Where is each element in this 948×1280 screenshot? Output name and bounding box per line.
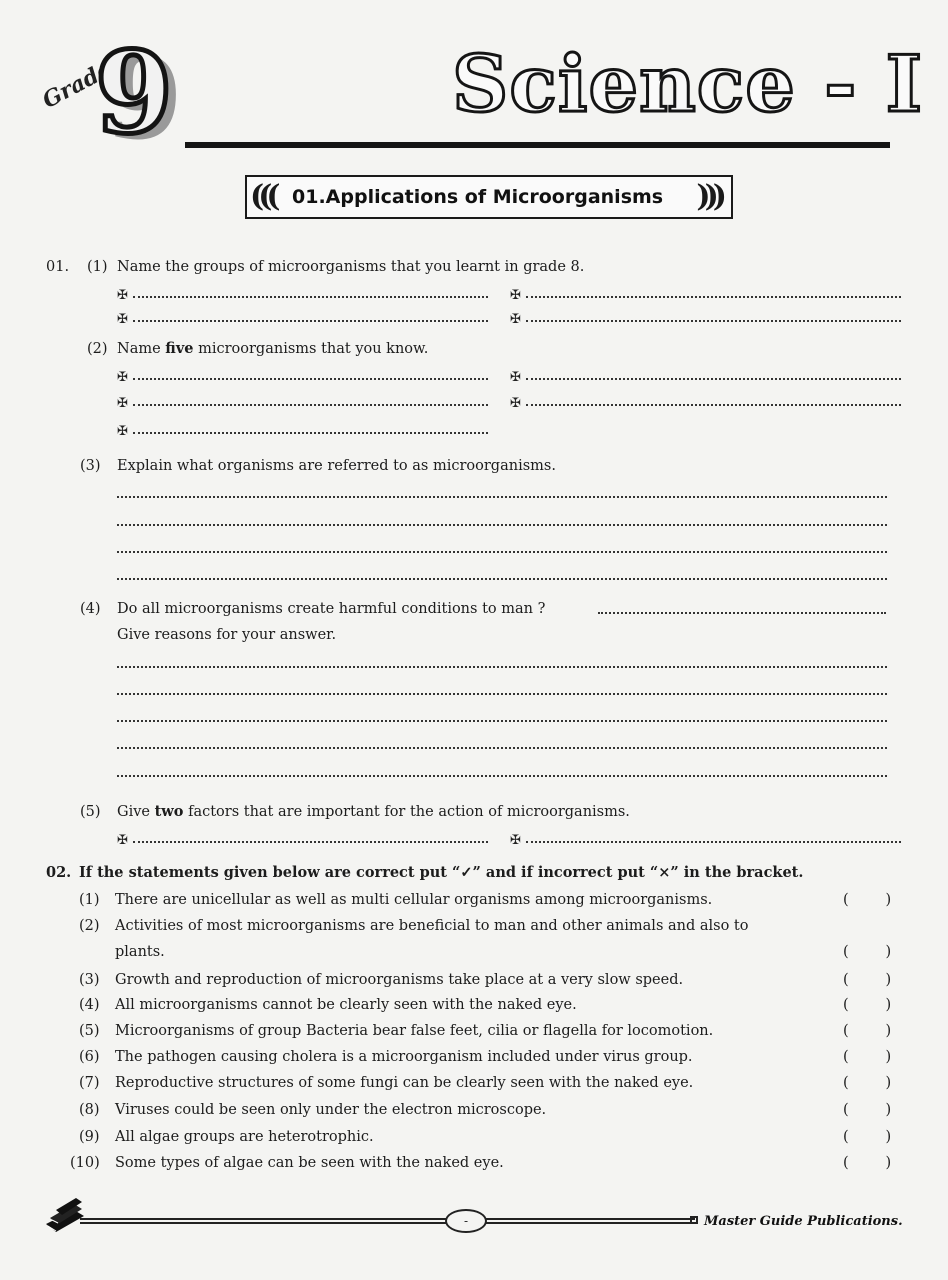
footer-divider: [80, 1218, 695, 1224]
answer-bracket[interactable]: ( ): [843, 1049, 892, 1065]
answer-line[interactable]: [117, 747, 887, 749]
answer-line[interactable]: [526, 404, 901, 406]
answer-line[interactable]: [117, 693, 887, 695]
statement-text: Growth and reproduction of microorganisms take place at a very slow speed.: [115, 972, 684, 988]
statement-number: (2): [79, 918, 100, 934]
answer-line[interactable]: [117, 496, 887, 498]
statement-number: (8): [79, 1102, 100, 1118]
answer-line[interactable]: [117, 775, 887, 777]
cross-bullet-icon: ✠: [117, 424, 128, 439]
cross-bullet-icon: ✠: [510, 396, 521, 411]
statement-number: (9): [79, 1129, 100, 1145]
answer-line[interactable]: [117, 524, 887, 526]
publisher-name: Master Guide Publications.: [704, 1214, 903, 1229]
lesson-title: 01.Applications of Microorganisms: [292, 186, 664, 208]
statement-number: (6): [79, 1049, 100, 1065]
answer-bracket[interactable]: ( ): [843, 972, 892, 988]
header-divider: [185, 142, 890, 148]
question-text: Give two factors that are important for the action of microorganisms.: [117, 803, 630, 820]
cross-bullet-icon: ✠: [510, 288, 521, 303]
statement-text: Microorganisms of group Bacteria bear false feet, cilia or flagella for locomotion.: [115, 1023, 714, 1039]
answer-line[interactable]: [133, 320, 488, 322]
statement-text: Reproductive structures of some fungi can be clearly seen with the naked eye.: [115, 1075, 694, 1091]
grade-label: Grade: [38, 56, 116, 114]
statement-text: Some types of algae can be seen with the naked eye.: [115, 1155, 504, 1171]
cross-bullet-icon: ✠: [117, 833, 128, 848]
subject-title: Science - I: [452, 39, 924, 130]
instruction: If the statements given below are correct put “✓” and if incorrect put “×” in the bracket.: [79, 864, 804, 881]
answer-bracket[interactable]: ( ): [843, 1102, 892, 1118]
footer-line-end: [690, 1216, 698, 1224]
right-bracket-ornament: ))): [696, 179, 721, 214]
statement-number: (7): [79, 1075, 100, 1091]
left-bracket-ornament: (((: [250, 179, 275, 214]
question-text: Name the groups of microorganisms that you learnt in grade 8.: [117, 259, 585, 275]
grade-number: 9: [95, 28, 173, 159]
answer-bracket[interactable]: ( ): [843, 1155, 892, 1171]
answer-line[interactable]: [598, 612, 886, 614]
question-number: 02.: [46, 864, 72, 881]
answer-line[interactable]: [133, 404, 488, 406]
answer-line[interactable]: [133, 296, 488, 298]
answer-bracket[interactable]: ( ): [843, 997, 892, 1013]
part-number: (1): [87, 259, 108, 275]
answer-bracket[interactable]: ( ): [843, 892, 892, 908]
cross-bullet-icon: ✠: [510, 370, 521, 385]
answer-line[interactable]: [526, 320, 901, 322]
statement-number: (3): [79, 972, 100, 988]
statement-text: All algae groups are heterotrophic.: [115, 1129, 374, 1145]
statement-text: Activities of most microorganisms are beneficial to man and other animals and also to: [115, 918, 749, 934]
part-number: (5): [80, 804, 101, 820]
answer-line[interactable]: [133, 841, 488, 843]
cross-bullet-icon: ✠: [117, 370, 128, 385]
statement-text: The pathogen causing cholera is a microorganism included under virus group.: [115, 1049, 693, 1065]
answer-line[interactable]: [133, 378, 488, 380]
part-number: (4): [80, 601, 101, 617]
part-number: (3): [80, 458, 101, 474]
question-number: 01.: [46, 259, 70, 275]
statement-number: (4): [79, 997, 100, 1013]
answer-line[interactable]: [117, 666, 887, 668]
question-text: Name five microorganisms that you know.: [117, 340, 429, 357]
part-number: (2): [87, 341, 108, 357]
cross-bullet-icon: ✠: [510, 833, 521, 848]
page-number-oval: -: [445, 1209, 487, 1233]
answer-bracket[interactable]: ( ): [843, 944, 892, 960]
cross-bullet-icon: ✠: [117, 288, 128, 303]
statement-text: All microorganisms cannot be clearly seen with the naked eye.: [115, 997, 577, 1013]
answer-bracket[interactable]: ( ): [843, 1129, 892, 1145]
answer-line[interactable]: [526, 296, 901, 298]
answer-line[interactable]: [117, 551, 887, 553]
statement-number: (5): [79, 1023, 100, 1039]
question-text: Give reasons for your answer.: [117, 627, 337, 643]
question-text: Do all microorganisms create harmful conditions to man ?: [117, 601, 546, 617]
answer-bracket[interactable]: ( ): [843, 1023, 892, 1039]
answer-line[interactable]: [117, 578, 887, 580]
statement-text: Viruses could be seen only under the electron microscope.: [115, 1102, 547, 1118]
statement-number: (1): [79, 892, 100, 908]
cross-bullet-icon: ✠: [510, 312, 521, 327]
statement-number: (10): [70, 1155, 100, 1171]
answer-line[interactable]: [133, 432, 488, 434]
statement-text: There are unicellular as well as multi cellular organisms among microorganisms.: [115, 892, 713, 908]
answer-line[interactable]: [117, 720, 887, 722]
answer-bracket[interactable]: ( ): [843, 1075, 892, 1091]
lesson-title-box: [245, 175, 733, 219]
cross-bullet-icon: ✠: [117, 396, 128, 411]
statement-text: plants.: [115, 944, 165, 960]
question-text: Explain what organisms are referred to as microorganisms.: [117, 458, 556, 474]
cross-bullet-icon: ✠: [117, 312, 128, 327]
answer-line[interactable]: [526, 841, 901, 843]
answer-line[interactable]: [526, 378, 901, 380]
